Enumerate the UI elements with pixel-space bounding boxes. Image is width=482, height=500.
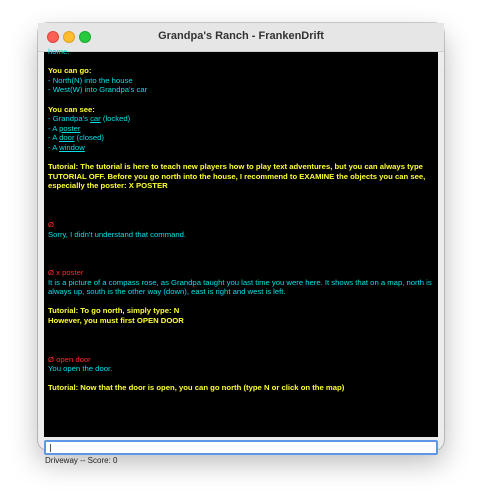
command-input[interactable] (44, 440, 438, 455)
transcript-line: It is a picture of a compass rose, as Grandpa taught you last time you were here. It shows that on a map, north is always up, south is the other way (down), east is right and west is left. (48, 277, 432, 297)
transcript-line (48, 133, 434, 143)
blank-line (48, 57, 434, 67)
blank-line (48, 297, 434, 307)
transcript-line: Ø (48, 219, 54, 229)
line-text: - A (48, 142, 60, 152)
game-transcript (48, 47, 434, 393)
line-text: (closed) (74, 133, 104, 143)
window-title: Grandpa's Ranch - FrankenDrift (158, 30, 324, 42)
transcript-line (48, 124, 434, 134)
transcript-line: Ø x poster (48, 268, 84, 278)
transcript-line: You can see: (48, 104, 95, 114)
transcript-line: Tutorial: To go north, simply type: N (48, 306, 180, 316)
object-link[interactable]: car (90, 114, 101, 124)
blank-line (48, 191, 434, 220)
blank-line (48, 374, 434, 384)
transcript-line: Ø open door (48, 354, 91, 364)
transcript-line: Sorry, I didn't understand that command. (48, 229, 187, 239)
blank-line (48, 95, 434, 105)
text-cursor (50, 444, 51, 452)
transcript-line (48, 143, 434, 153)
blank-line (48, 153, 434, 163)
blank-line (48, 326, 434, 355)
object-link[interactable]: poster (59, 123, 81, 133)
object-link[interactable]: window (59, 142, 85, 152)
transcript-line (48, 114, 434, 124)
transcript-line: However, you must first OPEN DOOR (48, 316, 184, 326)
blank-line (48, 239, 434, 268)
transcript-line: You can go: (48, 66, 92, 76)
line-text: (locked) (100, 114, 131, 124)
game-output-pane[interactable] (44, 47, 438, 437)
line-text: - A (48, 133, 60, 143)
transcript-line: home. (48, 47, 70, 56)
transcript-line: - West(W) into Grandpa's car (48, 85, 148, 95)
app-window (38, 23, 444, 465)
transcript-line: - North(N) into the house (48, 75, 133, 85)
object-link[interactable]: door (59, 133, 75, 143)
transcript-line: You open the door. (48, 364, 113, 374)
line-text: - Grandpa's (48, 114, 91, 124)
transcript-line: Tutorial: The tutorial is here to teach new players how to play text adventures, but you can always type TUTORIAL OFF. Before you go north into the house, I recommend to EXAMINE the objects you can see, especially the poster: X POSTER (48, 162, 426, 191)
status-bar: Driveway -- Score: 0 (45, 456, 118, 465)
transcript-line: Tutorial: Now that the door is open, you can go north (type N or click on the map) (48, 383, 345, 393)
line-text: - A (48, 123, 60, 133)
